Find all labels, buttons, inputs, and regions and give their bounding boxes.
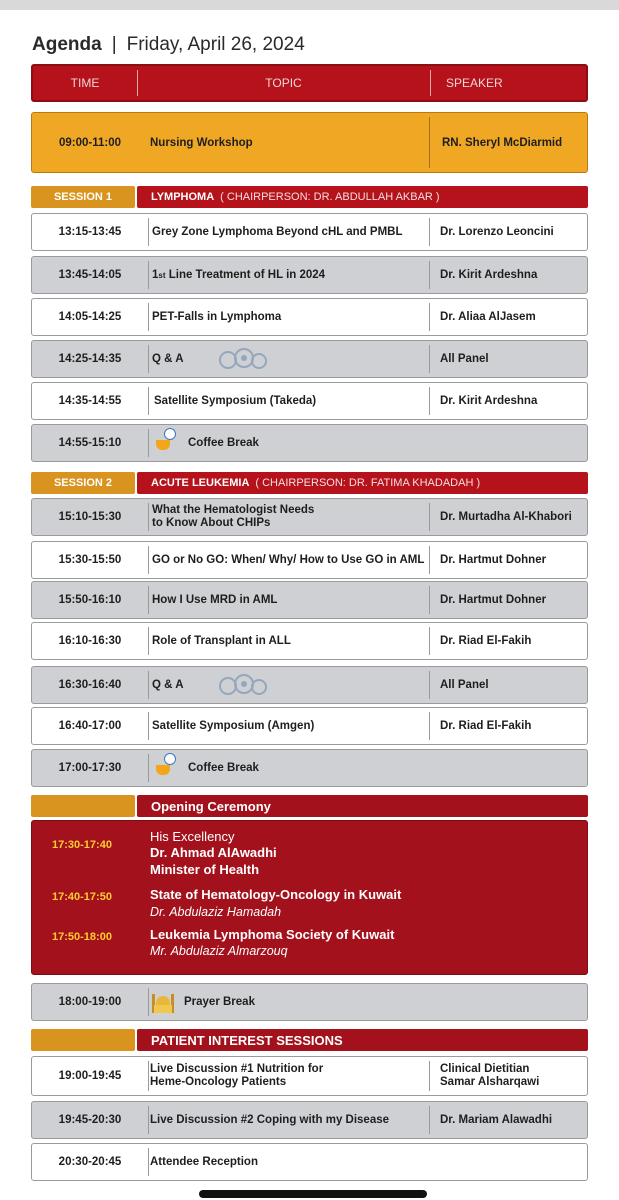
mosque-icon — [152, 991, 174, 1013]
row-time: 20:30-20:45 — [58, 1156, 122, 1168]
row-speaker: Dr. Kirit Ardeshna — [440, 395, 538, 407]
patient-label — [31, 1029, 135, 1051]
table-row — [31, 1143, 588, 1181]
speaker-line-2: Samar Alsharqawi — [440, 1076, 540, 1088]
table-row — [31, 983, 588, 1021]
row-topic: Attendee Reception — [150, 1156, 258, 1168]
row-topic — [152, 499, 314, 535]
agenda-date: Friday, April 26, 2024 — [126, 34, 305, 55]
ordinal-suffix: st — [158, 270, 166, 280]
row-topic: Satellite Symposium (Takeda) — [154, 395, 317, 407]
row-time: 15:30-15:50 — [58, 554, 122, 566]
table-row — [31, 382, 588, 420]
row-time: 13:45-14:05 — [58, 269, 122, 281]
row-topic: Nursing Workshop — [150, 136, 253, 149]
row-speaker: All Panel — [440, 353, 489, 365]
row-speaker: Dr. Kirit Ardeshna — [440, 269, 538, 281]
table-row — [31, 666, 588, 704]
row-speaker: Dr. Aliaa AlJasem — [440, 311, 536, 323]
table-header — [31, 64, 588, 102]
row-time: 09:00-11:00 — [58, 136, 122, 149]
ceremony-speaker: Dr. Abdulaziz Hamadah — [150, 905, 282, 919]
ceremony-line: Leukemia Lymphoma Society of Kuwait — [150, 927, 395, 942]
table-row — [31, 424, 588, 462]
home-indicator[interactable] — [199, 1190, 427, 1198]
table-row — [31, 256, 588, 294]
row-time: 19:00-19:45 — [58, 1070, 122, 1082]
row-topic: Satellite Symposium (Amgen) — [152, 720, 315, 732]
row-speaker: Dr. Murtadha Al-Khabori — [440, 511, 572, 523]
row-topic: Q & A — [152, 679, 184, 691]
top-status-strip — [0, 0, 619, 10]
row-topic: Role of Transplant in ALL — [152, 635, 291, 647]
session-1-chair: ( CHAIRPERSON: DR. ABDULLAH AKBAR ) — [220, 191, 440, 203]
row-speaker: Dr. Lorenzo Leoncini — [440, 226, 554, 238]
table-row — [31, 622, 588, 660]
row-speaker: RN. Sheryl McDiarmid — [442, 136, 563, 149]
topic-line-1: What the Hematologist Needs — [152, 504, 315, 516]
header-topic: TOPIC — [265, 76, 302, 90]
row-topic: GO or No GO: When/ Why/ How to Use GO in AML — [152, 554, 425, 566]
table-row — [31, 749, 588, 787]
topic-text: Line Treatment of HL in 2024 — [165, 269, 326, 281]
row-topic — [152, 984, 255, 1020]
coffee-cup-clock-icon — [156, 436, 174, 450]
ceremony-line: His Excellency — [150, 829, 235, 844]
row-time: 16:10-16:30 — [58, 635, 122, 647]
session-2-title — [137, 472, 588, 494]
discussion-icon — [218, 673, 268, 699]
row-topic: Grey Zone Lymphoma Beyond cHL and PMBL — [152, 226, 403, 238]
coffee-cup-clock-icon — [156, 761, 174, 775]
topic-text: Coffee Break — [188, 437, 259, 449]
row-topic: Live Discussion #2 Coping with my Disease — [150, 1114, 390, 1126]
speaker-line-1: Clinical Dietitian — [440, 1063, 530, 1075]
session-2-label: SESSION 2 — [31, 472, 135, 494]
row-time: 13:15-13:45 — [58, 226, 122, 238]
header-time: TIME — [70, 76, 100, 90]
table-row — [31, 1056, 588, 1096]
row-speaker: Dr. Hartmut Dohner — [440, 594, 547, 606]
row-time: 19:45-20:30 — [58, 1114, 122, 1126]
discussion-icon — [218, 347, 268, 373]
ceremony-title: Opening Ceremony — [137, 795, 588, 817]
session-1-name: LYMPHOMA — [151, 191, 215, 203]
row-time: 16:40-17:00 — [58, 720, 122, 732]
row-time: 15:50-16:10 — [58, 594, 122, 606]
table-row — [31, 498, 588, 536]
ceremony-speaker: Mr. Abdulaziz Almarzouq — [150, 944, 288, 958]
row-speaker: Dr. Riad El-Fakih — [440, 720, 532, 732]
topic-text: Coffee Break — [188, 762, 259, 774]
row-topic: Q & A — [152, 353, 184, 365]
row-speaker — [440, 1057, 539, 1095]
page-title — [32, 34, 305, 56]
row-speaker: Dr. Riad El-Fakih — [440, 635, 532, 647]
header-speaker: SPEAKER — [446, 76, 503, 90]
ceremony-block — [31, 820, 588, 975]
row-topic — [152, 257, 325, 293]
patient-sessions-title: PATIENT INTEREST SESSIONS — [137, 1029, 588, 1051]
row-time: 17:00-17:30 — [58, 762, 122, 774]
table-row — [31, 541, 588, 579]
title-separator: | — [111, 34, 117, 55]
ceremony-line: Minister of Health — [150, 862, 260, 877]
row-time: 16:30-16:40 — [58, 679, 122, 691]
row-time: 18:00-19:00 — [58, 996, 122, 1008]
row-speaker: Dr. Hartmut Dohner — [440, 554, 547, 566]
table-row — [31, 340, 588, 378]
session-1-title — [137, 186, 588, 208]
workshop-row — [31, 112, 588, 173]
topic-text: Prayer Break — [184, 996, 255, 1008]
table-row — [31, 707, 588, 745]
row-time: 14:05-14:25 — [58, 311, 122, 323]
row-topic: PET-Falls in Lymphoma — [152, 311, 282, 323]
session-1-label: SESSION 1 — [31, 186, 135, 208]
ceremony-line: State of Hematology-Oncology in Kuwait — [150, 887, 402, 902]
row-topic — [156, 425, 259, 461]
table-row — [31, 581, 588, 619]
table-row — [31, 298, 588, 336]
ceremony-time: 17:40-17:50 — [52, 891, 112, 903]
topic-line-2: Heme-Oncology Patients — [150, 1076, 287, 1088]
session-2-chair: ( CHAIRPERSON: DR. FATIMA KHADADAH ) — [255, 477, 481, 489]
row-topic: How I Use MRD in AML — [152, 594, 278, 606]
topic-line-2: to Know About CHIPs — [152, 517, 271, 529]
row-time: 15:10-15:30 — [58, 511, 122, 523]
table-row — [31, 213, 588, 251]
row-time: 14:55-15:10 — [58, 437, 122, 449]
ceremony-label — [31, 795, 135, 817]
table-row — [31, 1101, 588, 1139]
ceremony-time: 17:50-18:00 — [52, 931, 112, 943]
agenda-label: Agenda — [32, 34, 102, 55]
row-topic — [156, 750, 259, 786]
topic-line-1: Live Discussion #1 Nutrition for — [150, 1063, 324, 1075]
row-speaker: Dr. Mariam Alawadhi — [440, 1114, 553, 1126]
ceremony-time: 17:30-17:40 — [52, 839, 112, 851]
row-topic — [150, 1057, 323, 1095]
ordinal-number: 1 — [152, 269, 159, 281]
ceremony-line: Dr. Ahmad AlAwadhi — [150, 845, 277, 860]
session-2-name: ACUTE LEUKEMIA — [151, 477, 250, 489]
row-speaker: All Panel — [440, 679, 489, 691]
row-time: 14:25-14:35 — [58, 353, 122, 365]
row-time: 14:35-14:55 — [58, 395, 122, 407]
